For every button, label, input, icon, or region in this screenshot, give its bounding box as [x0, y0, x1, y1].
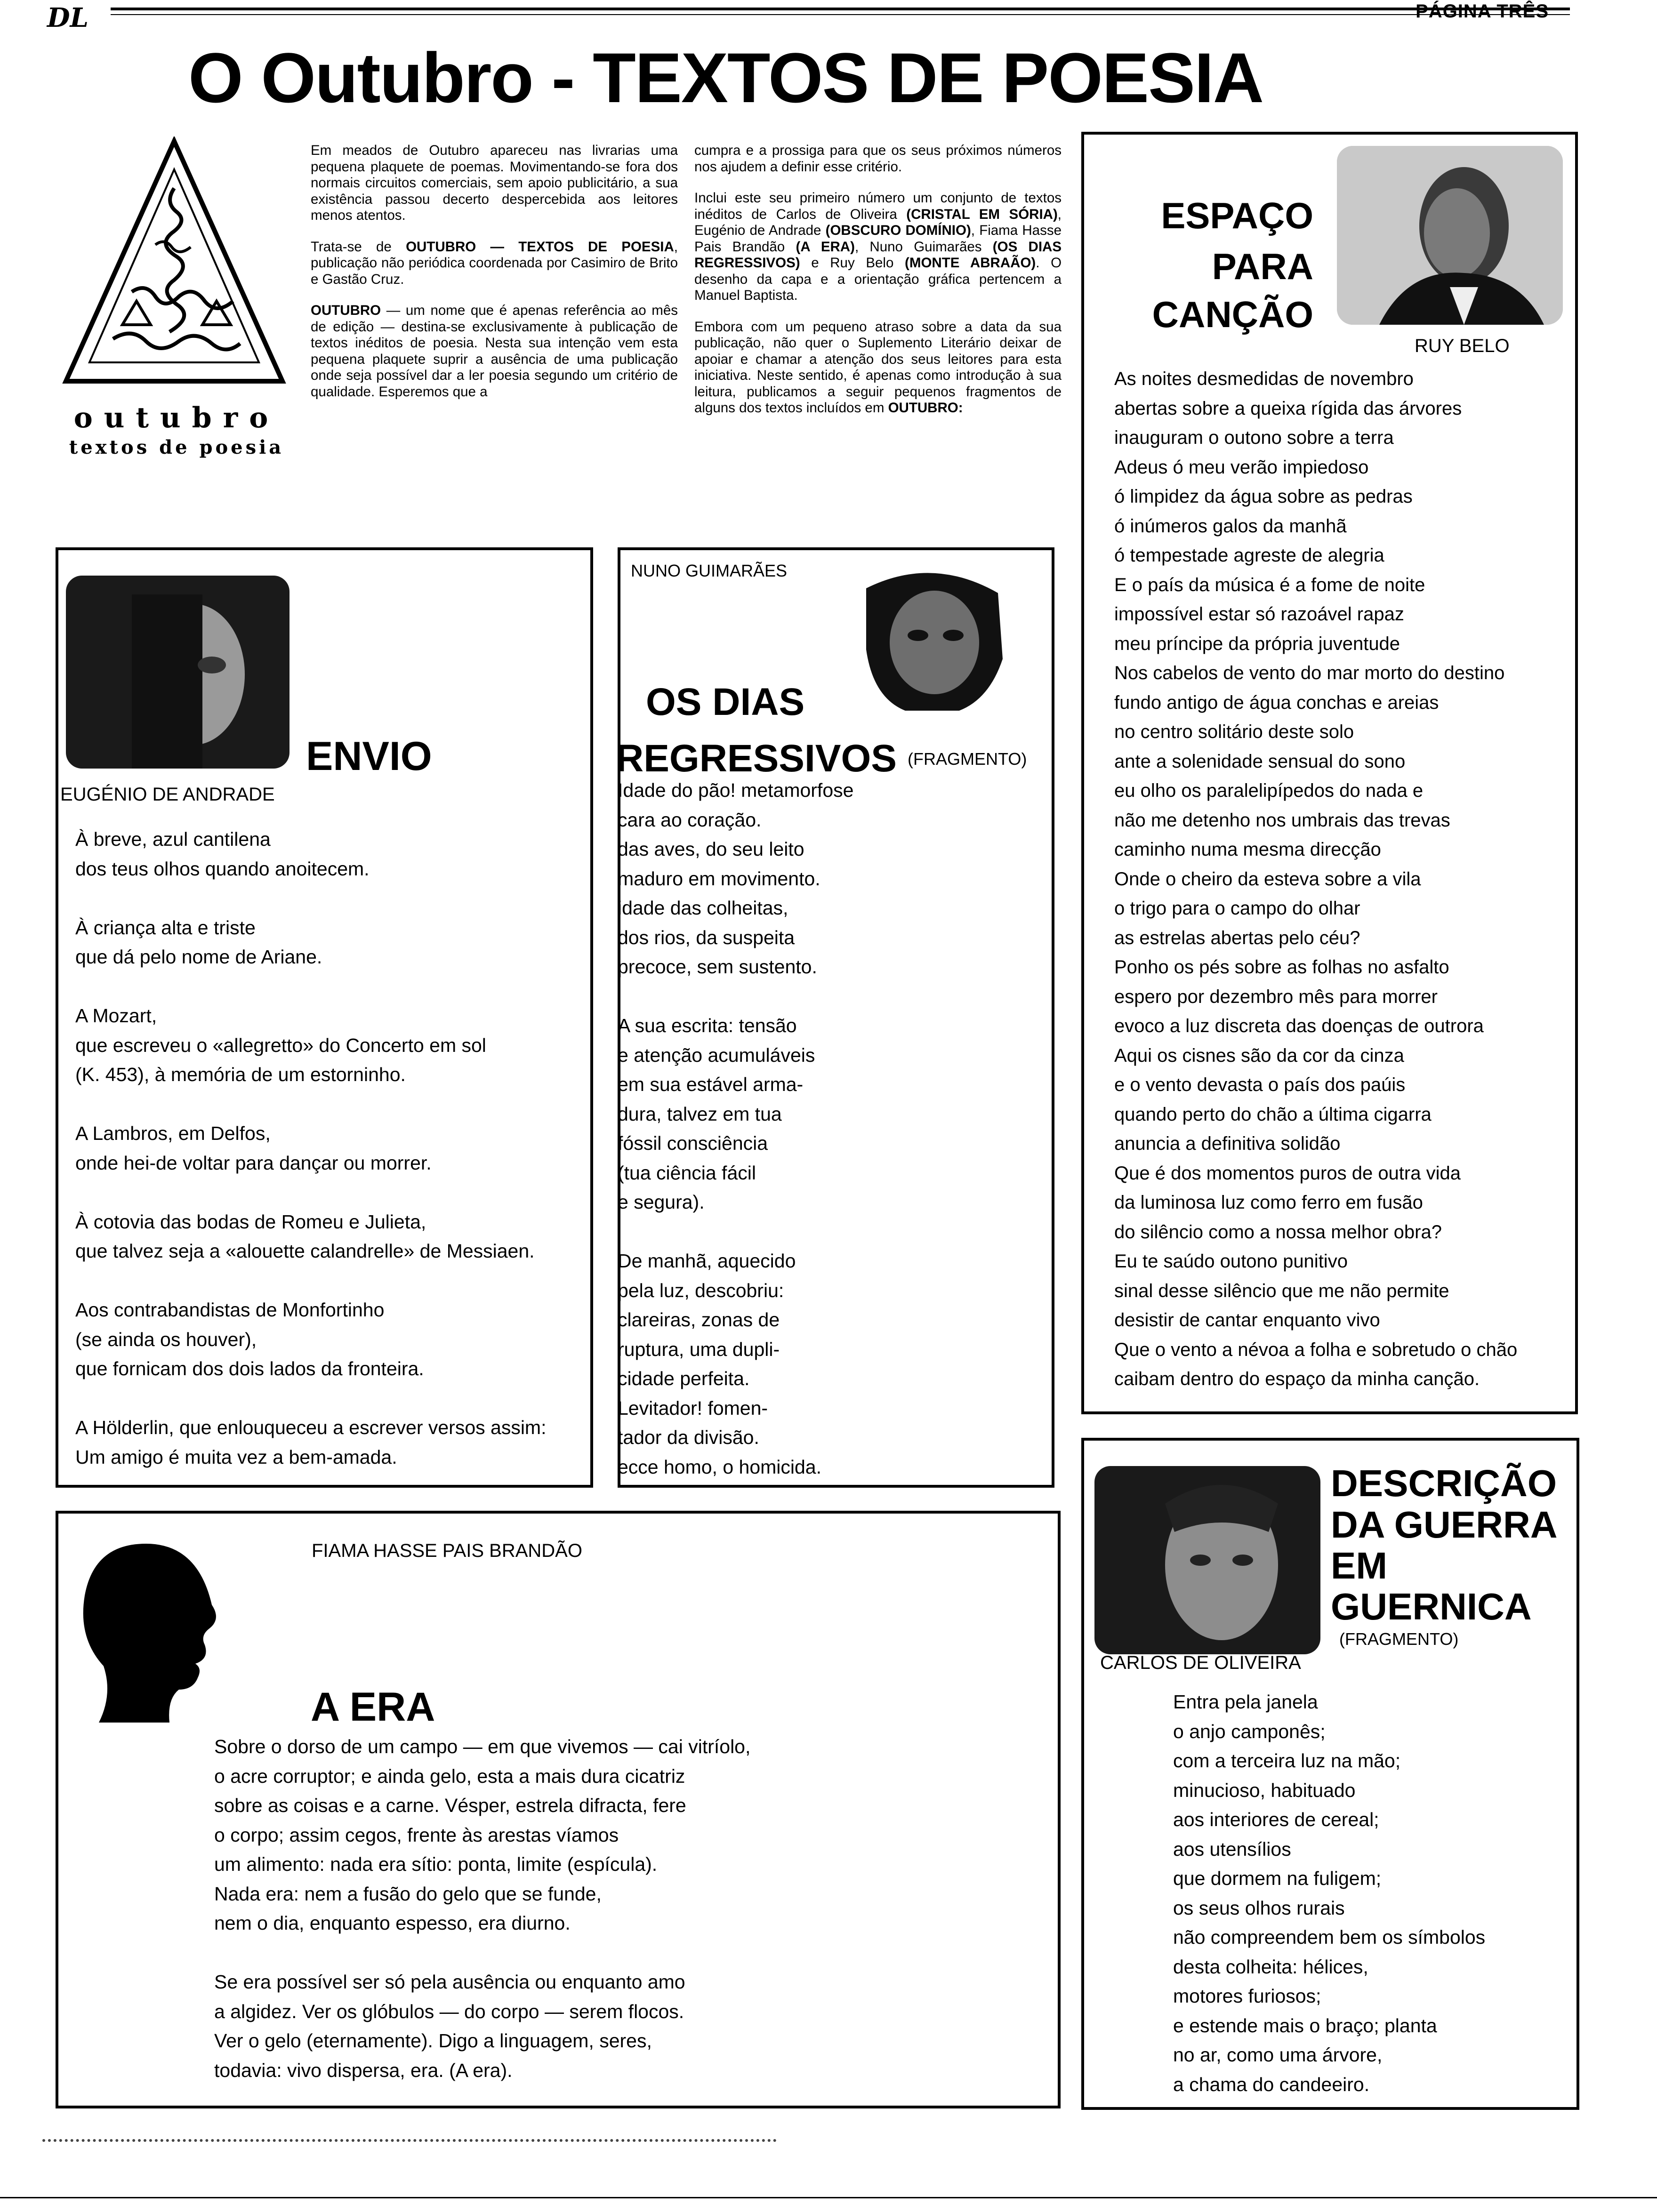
envio-poem-line: que escreveu o «allegretto» do Concerto em sol: [75, 1034, 486, 1056]
dias-poem-line: clareiras, zonas de: [618, 1309, 780, 1330]
carlos-de-oliveira-photo: [1094, 1466, 1320, 1654]
espaco-poem-line: Nos cabelos de vento do mar morto do destino: [1114, 663, 1505, 683]
envio-poem-line: [75, 883, 546, 913]
espaco-poem-line: Onde o cheiro da esteva sobre a vila: [1114, 868, 1421, 890]
espaco-poem-line: quando perto do chão a última cigarra: [1114, 1104, 1432, 1125]
guernica-poem-line: minucioso, habituado: [1173, 1779, 1356, 1801]
dias-poem-line: em sua estável arma-: [618, 1074, 804, 1095]
espaco-poem-line: Ponho os pés sobre as folhas no asfalto: [1114, 957, 1449, 978]
envio-poem-line: [75, 972, 546, 1002]
guernica-poem-line: com a terceira luz na mão;: [1173, 1750, 1401, 1771]
intro-paragraph-6: Embora com um pequeno atraso sobre a data da sua publicação, não quer o Suplemento Literário deixar de apoiar e chamar a atenção dos seus leitores para esta iniciativa. Neste sentido, é apenas como introdução à sua leitura, publicamos a seguir pequenos fragmentos de alguns dos textos incluídos em OUTUBRO:: [694, 319, 1062, 416]
espaco-poem-line: inauguram o outono sobre a terra: [1114, 427, 1394, 448]
envio-poem-line: A Mozart,: [75, 1005, 157, 1026]
brand-subtitle: textos de poesia: [69, 436, 284, 458]
espaco-poem-line: Eu te saúdo outono punitivo: [1114, 1251, 1348, 1272]
guernica-poem-line: que dormem na fuligem;: [1173, 1867, 1382, 1889]
dias-poem-line: ruptura, uma dupli-: [618, 1338, 780, 1360]
espaco-poem-line: Que é dos momentos puros de outra vida: [1114, 1162, 1461, 1184]
era-poem-line: sobre as coisas e a carne. Vésper, estrela difracta, fere: [214, 1795, 686, 1816]
dias-poem-line: [618, 982, 853, 1011]
envio-poem-line: [75, 1178, 546, 1207]
espaco-poem-line: desistir de cantar enquanto vivo: [1114, 1310, 1380, 1330]
espaco-title-line-3: CANÇÃO: [1152, 294, 1313, 335]
envio-poem-line: Aos contrabandistas de Monfortinho: [75, 1299, 385, 1321]
guernica-title-line-4: GUERNICA: [1331, 1586, 1532, 1627]
dias-poem-line: precoce, sem sustento.: [618, 956, 817, 978]
top-rule: [111, 8, 1570, 10]
guernica-poem-line: motores furiosos;: [1173, 1985, 1321, 2007]
guernica-title-line-1: DESCRIÇÃO: [1331, 1462, 1557, 1504]
envio-poem-line: que talvez seja a «alouette calandrelle» de Messiaen.: [75, 1240, 535, 1262]
envio-poem-line: Um amigo é muita vez a bem-amada.: [75, 1446, 397, 1468]
dias-poem-line: dos rios, da suspeita: [618, 926, 795, 948]
envio-poem-line: (K. 453), à memória de um estorninho.: [75, 1064, 406, 1085]
envio-poem-line: que dá pelo nome de Ariane.: [75, 946, 322, 968]
dias-poem-line: maduro em movimento.: [618, 867, 820, 890]
era-poem-line: o corpo; assim cegos, frente às arestas víamos: [214, 1824, 619, 1846]
dias-poem-line: ecce homo, o homicida.: [618, 1456, 822, 1478]
dias-fragment-label: (FRAGMENTO): [908, 749, 1027, 769]
espaco-poem-line: Que o vento a névoa a folha e sobretudo o chão: [1114, 1339, 1518, 1360]
espaco-poem-line: abertas sobre a queixa rígida das árvores: [1114, 398, 1462, 419]
espaco-poem-line: espero por dezembro mês para morrer: [1114, 986, 1438, 1007]
envio-poem-line: À breve, azul cantilena: [75, 828, 271, 850]
espaco-poem-line: as estrelas abertas pelo céu?: [1114, 927, 1360, 948]
brand-name: outubro: [73, 401, 280, 434]
envio-poem-line: [75, 1384, 546, 1413]
guernica-title-line-3: EM: [1331, 1545, 1387, 1587]
espaco-poem-line: caibam dentro do espaço da minha canção.: [1114, 1369, 1480, 1389]
era-poem-line: a algidez. Ver os glóbulos — do corpo — serem flocos.: [214, 2000, 684, 2022]
espaco-poem-line: ó tempestade agreste de alegria: [1114, 545, 1384, 566]
espaco-poem-line: sinal desse silêncio que me não permite: [1114, 1280, 1449, 1301]
dias-poem-line: cidade perfeita.: [618, 1368, 750, 1389]
dias-poem-line: Idade do pão! metamorfose: [618, 779, 854, 801]
envio-poem-line: À criança alta e triste: [75, 916, 256, 938]
envio-title: ENVIO: [306, 734, 432, 779]
era-poem-line: o acre corruptor; e ainda gelo, esta a mais dura cicatriz: [214, 1765, 685, 1787]
dias-poem-line: De manhã, aquecido: [618, 1250, 796, 1272]
envio-author: EUGÉNIO DE ANDRADE: [60, 784, 275, 805]
nuno-guimaraes-photo: [852, 560, 1012, 711]
envio-poem-line: (se ainda os houver),: [75, 1328, 257, 1350]
dias-poem-line: e atenção acumuláveis: [618, 1044, 815, 1066]
dias-title-line-2: REGRESSIVOS: [616, 737, 897, 780]
espaco-poem-line: evoco a luz discreta das doenças de outrora: [1114, 1016, 1484, 1036]
guernica-title-line-2: DA GUERRA: [1331, 1504, 1558, 1546]
espaco-poem-line: caminho numa mesma direcção: [1114, 839, 1381, 860]
bottom-dotted-rule: [42, 2139, 777, 2142]
intro-paragraph-2: Trata-se de OUTUBRO — TEXTOS DE POESIA, publicação não periódica coordenada por Casimiro de Brito e Gastão Cruz.: [311, 239, 678, 287]
page-title: O Outubro - TEXTOS DE POESIA: [188, 38, 1263, 117]
guernica-poem-text: [1173, 1687, 1485, 2099]
guernica-poem-line: aos interiores de cereal;: [1173, 1809, 1379, 1830]
guernica-fragment-label: (FRAGMENTO): [1339, 1629, 1459, 1649]
guernica-poem-line: Entra pela janela: [1173, 1691, 1318, 1713]
dias-poem-text: [618, 776, 853, 1482]
espaco-poem-line: anuncia a definitiva solidão: [1114, 1133, 1341, 1154]
espaco-poem-line: meu príncipe da própria juventude: [1114, 633, 1400, 654]
dias-poem-line: tador da divisão.: [618, 1427, 759, 1448]
espaco-poem-line: do silêncio como a nossa melhor obra?: [1114, 1221, 1442, 1242]
espaco-poem-line: Adeus ó meu verão impiedoso: [1114, 457, 1369, 478]
ruy-belo-photo: [1337, 146, 1563, 325]
era-poem-line: um alimento: nada era sítio: ponta, limite (espícula).: [214, 1853, 658, 1875]
guernica-poem-line: a chama do candeeiro.: [1173, 2073, 1370, 2095]
dias-poem-line: (tua ciência fácil: [618, 1162, 756, 1184]
intro-paragraph-5: Inclui este seu primeiro número um conjunto de textos inéditos de Carlos de Oliveira (CRISTAL EM SÓRIA), Eugénio de Andrade (OBSCURO DOMÍNIO), Fiama Hasse Pais Brandão (A ERA), Nuno Guimarães (OS DIAS REGRESSIVOS) e Ruy Belo (MONTE ABRAÃO). O desenho da capa e a orientação gráfica pertencem a Manuel Baptista.: [694, 190, 1062, 303]
guernica-poem-line: os seus olhos rurais: [1173, 1897, 1345, 1919]
envio-poem-line: onde hei-de voltar para dançar ou morrer.: [75, 1152, 432, 1174]
outubro-triangle-emblem: [61, 136, 287, 391]
eugenio-de-andrade-photo: [66, 576, 290, 769]
guernica-poem-line: desta colheita: hélices,: [1173, 1956, 1368, 1978]
dias-poem-line: [618, 1217, 853, 1247]
espaco-poem-line: o trigo para o campo do olhar: [1114, 898, 1360, 919]
espaco-poem-line: eu olho os paralelipípedos do nada e: [1114, 780, 1424, 801]
envio-poem-line: A Hölderlin, que enlouqueceu a escrever versos assim:: [75, 1417, 547, 1438]
espaco-poem-line: impossível estar só razoável rapaz: [1114, 604, 1404, 625]
guernica-poem-line: não compreendem bem os símbolos: [1173, 1926, 1486, 1948]
dias-title-line-1: OS DIAS: [646, 681, 805, 723]
guernica-poem-line: aos utensílios: [1173, 1838, 1291, 1860]
espaco-poem-line: Aqui os cisnes são da cor da cinza: [1114, 1045, 1404, 1066]
espaco-title-line-2: PARA: [1212, 246, 1313, 287]
era-poem-line: Nada era: nem a fusão do gelo que se funde,: [214, 1883, 602, 1905]
espaco-poem-line: ó limpidez da água sobre as pedras: [1114, 486, 1413, 507]
era-poem-line: Sobre o dorso de um campo — em que vivemos — cai vitríolo,: [214, 1736, 751, 1757]
espaco-poem-line: fundo antigo de água conchas e areias: [1114, 692, 1439, 713]
era-title: A ERA: [311, 1684, 435, 1730]
dias-poem-line: das aves, do seu leito: [618, 838, 804, 860]
envio-poem-line: À cotovia das bodas de Romeu e Julieta,: [75, 1210, 426, 1233]
envio-poem-line: A Lambros, em Delfos,: [75, 1122, 271, 1144]
espaco-author: RUY BELO: [1415, 336, 1510, 356]
dias-poem-line: A sua escrita: tensão: [618, 1015, 797, 1036]
envio-poem-line: dos teus olhos quando anoitecem.: [75, 858, 370, 880]
intro-column-1: [311, 143, 678, 415]
intro-paragraph-3: OUTUBRO — um nome que é apenas referência ao mês de edição — destina-se exclusivamente à publicação de textos inéditos de poesia. Nesta sua intenção vem esta pequena plaquete suprir a ausência de uma publicação onde seja possível dar a ler poesia segundo um critério de qualidade. Esperemos que a: [311, 303, 678, 400]
dias-poem-line: fóssil consciência: [618, 1132, 768, 1154]
dias-poem-line: e segura).: [618, 1191, 705, 1213]
espaco-poem-line: ó inúmeros galos da manhã: [1114, 515, 1347, 537]
dias-poem-line: pela luz, descobriu:: [618, 1279, 784, 1301]
espaco-poem-line: E o país da música é a fome de noite: [1114, 574, 1425, 595]
guernica-author: CARLOS DE OLIVEIRA: [1100, 1652, 1301, 1673]
masthead-logo: DL: [47, 2, 88, 33]
espaco-poem-line: da luminosa luz como ferro em fusão: [1114, 1192, 1423, 1213]
bottom-rule: [0, 2197, 1657, 2198]
espaco-poem-line: não me detenho nos umbrais das trevas: [1114, 809, 1450, 831]
dias-poem-line: Levitador! fomen-: [618, 1397, 768, 1419]
guernica-poem-line: no ar, como uma árvore,: [1173, 2044, 1383, 2066]
envio-poem-line: [75, 1266, 546, 1296]
guernica-poem-line: e estende mais o braço; planta: [1173, 2014, 1437, 2036]
era-poem-line: Ver o gelo (eternamente). Digo a linguagem, seres,: [214, 2030, 652, 2052]
espaco-poem-line: As noites desmedidas de novembro: [1114, 369, 1414, 389]
espaco-poem-line: no centro solitário deste solo: [1114, 721, 1354, 742]
top-rule-thin: [111, 14, 1570, 15]
page-label: PÁGINA TRÊS: [1416, 1, 1549, 22]
envio-poem-line: que fornicam dos dois lados da fronteira.: [75, 1358, 424, 1379]
dias-poem-line: idade das colheitas,: [618, 897, 788, 919]
fiama-hasse-silhouette: [71, 1534, 226, 1723]
era-author: FIAMA HASSE PAIS BRANDÃO: [312, 1540, 582, 1561]
era-poem-line: [214, 1938, 750, 1968]
dias-author: NUNO GUIMARÃES: [631, 561, 788, 580]
intro-column-2: [694, 143, 1062, 432]
espaco-poem-line: e o vento devasta o país dos paúis: [1114, 1074, 1406, 1095]
dias-poem-line: dura, talvez em tua: [618, 1103, 782, 1125]
era-poem-text: [214, 1732, 750, 2085]
espaco-poem-text: [1114, 364, 1517, 1394]
espaco-title-line-1: ESPAÇO: [1161, 195, 1313, 236]
envio-poem-text: [75, 825, 546, 1472]
era-poem-line: Se era possível ser só pela ausência ou enquanto amo: [214, 1971, 685, 1993]
era-poem-line: todavia: vivo dispersa, era. (A era).: [214, 2059, 513, 2081]
intro-paragraph-4: cumpra e a prossiga para que os seus próximos números nos ajudem a definir esse critério.: [694, 143, 1062, 175]
guernica-poem-line: o anjo camponês;: [1173, 1720, 1326, 1742]
era-poem-line: nem o dia, enquanto espesso, era diurno.: [214, 1912, 571, 1934]
intro-paragraph-1: Em meados de Outubro apareceu nas livrarias uma pequena plaquete de poemas. Movimentando-se fora dos normais circuitos comerciais, sem apoio publicitário, a sua existência passou decerto despercebida aos leitores menos atentos.: [311, 143, 678, 223]
dias-poem-line: cara ao coração.: [618, 809, 762, 831]
envio-poem-line: [75, 1090, 546, 1119]
espaco-poem-line: ante a solenidade sensual do sono: [1114, 751, 1406, 772]
